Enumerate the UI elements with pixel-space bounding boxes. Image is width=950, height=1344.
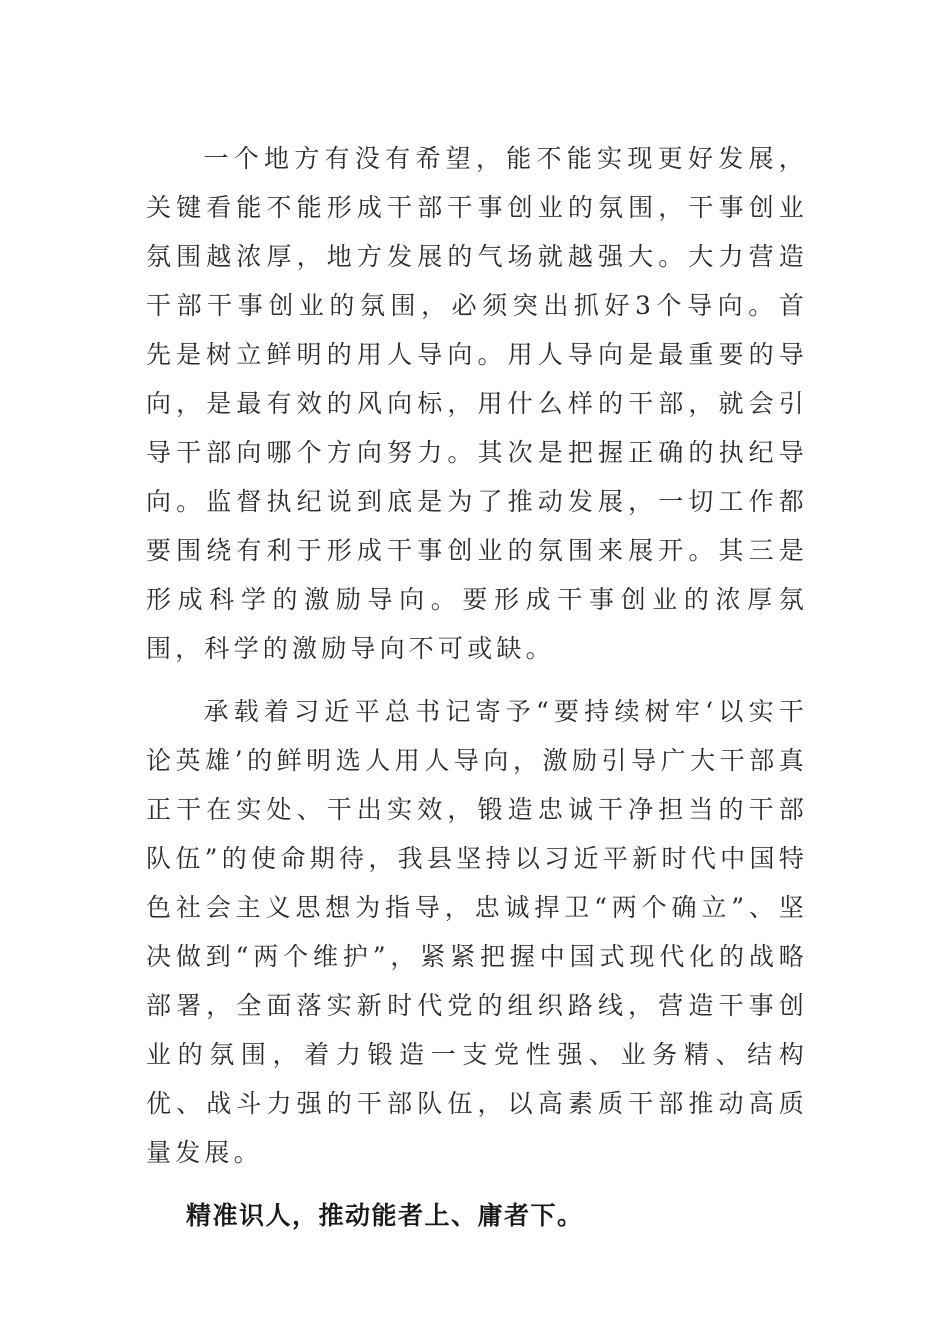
paragraph-2: 承载着习近平总书记寄予“要持续树牢‘以实干论英雄’的鲜明选人用人导向，激励引导广大干部真正干在实处、干出实效，锻造忠诚干净担当的干部队伍”的使命期待，我县坚持以习近平新时代中国特色社会主义思想为指导，忠诚捍卫“两个确立”、坚决做到“两个维护”，紧紧把握中国式现代化的战略部署，全面落实新时代党的组织路线，营造干事创业的氛围，着力锻造一支党性强、业务精、结构优、战斗力强的干部队伍，以高素质干部推动高质量发展。 xyxy=(146,697,808,1167)
section-heading: 精准识人，推动能者上、庸者下。 xyxy=(186,1201,584,1230)
document-body xyxy=(146,134,808,1240)
paragraph-1: 一个地方有没有希望，能不能实现更好发展，关键看能不能形成干部干事创业的氛围，干事创业氛围越浓厚，地方发展的气场就越强大。大力营造干部干事创业的氛围，必须突出抓好3个导向。首先是树立鲜明的用人导向。用人导向是最重要的导向，是最有效的风向标，用什么样的干部，就会引导干部向哪个方向努力。其次是把握正确的执纪导向。监督执纪说到底是为了推动发展，一切工作都要围绕有利于形成干事创业的氛围来展开。其三是形成科学的激励导向。要形成干事创业的浓厚氛围，科学的激励导向不可或缺。 xyxy=(146,144,808,663)
